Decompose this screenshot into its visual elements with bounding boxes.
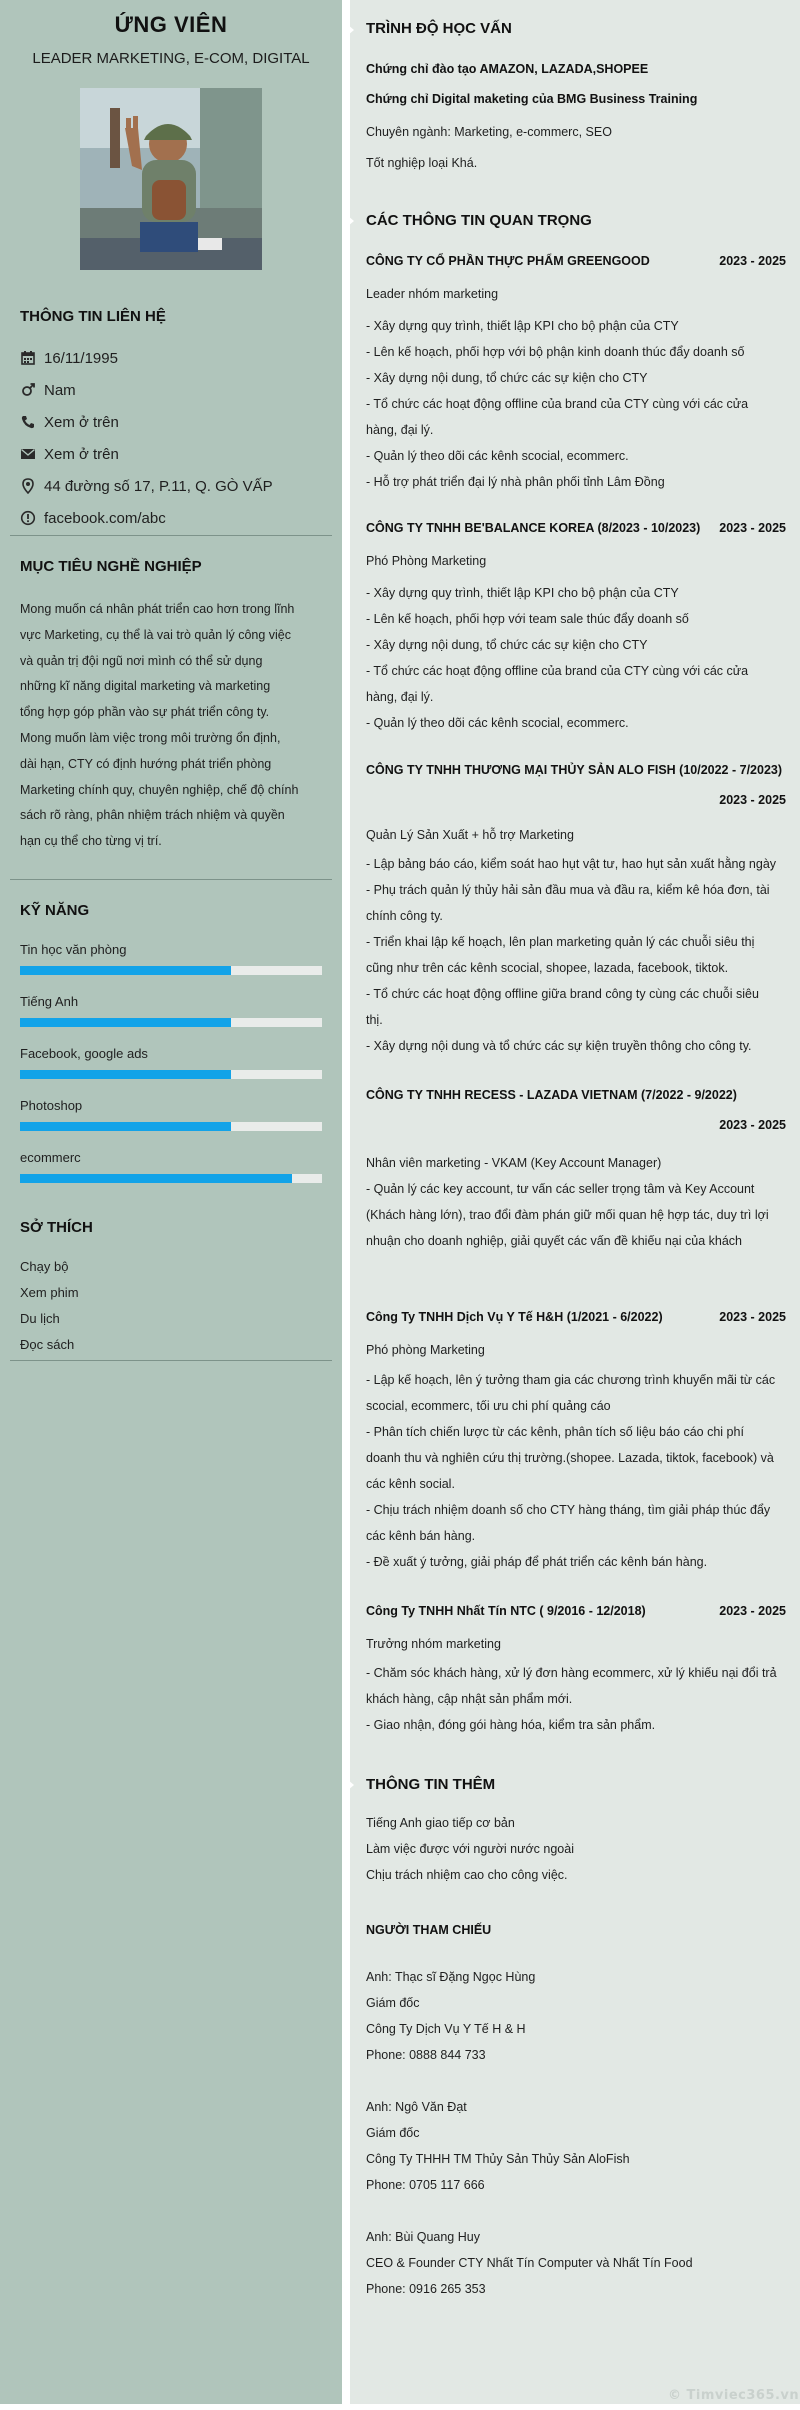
extra-lines <box>366 1810 790 1888</box>
objective-line: tổng hợp góp phần vào sự phát triển công ty. <box>20 705 270 720</box>
job-role: Leader nhóm marketing <box>366 287 499 301</box>
hobby-item: Xem phim <box>20 1285 79 1300</box>
job-duty-line: hàng, đại lý. <box>366 423 434 437</box>
contact-gender <box>20 379 330 401</box>
reference-line: Phone: 0916 265 353 <box>366 2282 486 2296</box>
job-period: 2023 - 2025 <box>719 254 786 268</box>
info-circle-icon <box>20 510 36 526</box>
contact-section-title: THÔNG TIN LIÊN HỆ <box>20 308 166 325</box>
objective-line: Mong muốn làm việc trong môi trường ổn định, <box>20 730 281 745</box>
reference-line: Phone: 0888 844 733 <box>366 2048 486 2062</box>
job-company: CÔNG TY CỔ PHẦN THỰC PHẨM GREENGOOD <box>366 254 650 268</box>
column-divider <box>342 0 350 2410</box>
gender-icon <box>20 382 36 398</box>
objective-section-title: MỤC TIÊU NGHỀ NGHIỆP <box>20 558 202 575</box>
job-duties <box>366 1176 790 1254</box>
reference-line: Giám đốc <box>366 1996 420 2010</box>
reference-line: Phone: 0705 117 666 <box>366 2178 485 2192</box>
bottom-edge <box>0 2404 800 2410</box>
skill-bar-fill <box>20 966 231 975</box>
section-pointer <box>342 211 354 231</box>
skill-bar <box>20 1174 322 1183</box>
job-duty-line: - Quản lý các key account, tư vấn các seller trọng tâm và Key Account <box>366 1182 755 1196</box>
job-duty-line: - Quản lý theo dõi các kênh scocial, ecommerc. <box>366 716 629 730</box>
skill-bar-fill <box>20 1122 231 1131</box>
job-period: 2023 - 2025 <box>719 1604 786 1618</box>
reference-line: Công Ty THHH TM Thủy Sản Thủy Sản AloFish <box>366 2152 630 2166</box>
job-duty-line: - Hỗ trợ phát triển đại lý nhà phân phối tỉnh Lâm Đồng <box>366 475 665 489</box>
references-section-title: NGƯỜI THAM CHIẾU <box>366 1923 492 1937</box>
education-certificate: Chứng chỉ Digital maketing của BMG Business Training <box>366 92 698 106</box>
contact-facebook <box>20 507 330 529</box>
contact-dob-text: 16/11/1995 <box>44 349 118 367</box>
job-duty-line: - Xây dựng nội dung và tổ chức các sự kiện truyền thông cho công ty. <box>366 1039 752 1053</box>
reference-person <box>366 2094 790 2198</box>
contact-email-text: Xem ở trên <box>44 445 119 463</box>
skill-name: ecommerc <box>20 1150 81 1165</box>
contact-address <box>20 475 330 497</box>
contact-phone-text: Xem ở trên <box>44 413 119 431</box>
job-period: 2023 - 2025 <box>719 521 786 535</box>
job-company: CÔNG TY TNHH THƯƠNG MẠI THỦY SẢN ALO FISH (10/2022 - 7/2023) <box>366 763 783 777</box>
job-duty-line: - Xây dựng quy trình, thiết lập KPI cho bộ phận của CTY <box>366 319 679 333</box>
job-duties <box>366 1660 790 1738</box>
job-period: 2023 - 2025 <box>719 1118 786 1132</box>
job-duty-line: các kênh social. <box>366 1477 455 1491</box>
job-duty-line: - Chăm sóc khách hàng, xử lý đơn hàng ecommerc, xử lý khiếu nại đổi trả <box>366 1666 777 1680</box>
contact-divider <box>10 535 332 536</box>
hobby-item: Chạy bộ <box>20 1259 69 1274</box>
job-duty-line: - Xây dựng nội dung, tổ chức các sự kiện cho CTY <box>366 638 648 652</box>
job-role: Trưởng nhóm marketing <box>366 1637 501 1651</box>
job-duty-line: khách hàng, cập nhật sản phẩm mới. <box>366 1692 573 1706</box>
skill-bar-fill <box>20 1174 292 1183</box>
skill-name: Tiếng Anh <box>20 994 79 1009</box>
reference-line: Anh: Ngô Văn Đạt <box>366 2100 467 2114</box>
profile-photo-image <box>80 88 262 270</box>
job-duty-line: - Đề xuất ý tưởng, giải pháp để phát triển các kênh bán hàng. <box>366 1555 708 1569</box>
job-duty-line: cũng như trên các kênh scocial, shopee, lazada, facebook, tiktok. <box>366 961 729 975</box>
job-duty-line: - Tổ chức các hoạt động offline của brand của CTY cùng với các cửa <box>366 397 749 411</box>
skill-name: Tin học văn phòng <box>20 942 127 957</box>
skill-bar <box>20 1018 322 1027</box>
skill-bar <box>20 966 322 975</box>
job-duty-line: - Phân tích chiến lược từ các kênh, phân tích số liệu báo cáo chi phí <box>366 1425 744 1439</box>
section-pointer <box>342 1775 354 1795</box>
job-period: 2023 - 2025 <box>719 1310 786 1324</box>
job-role: Quản Lý Sản Xuất + hỗ trợ Marketing <box>366 828 574 842</box>
objective-text <box>20 597 310 855</box>
contact-email <box>20 443 330 465</box>
job-duty-line: chính công ty. <box>366 909 443 923</box>
job-duty-line: thị. <box>366 1013 383 1027</box>
candidate-job-title: LEADER MARKETING, E-COM, DIGITAL <box>32 50 310 67</box>
job-company: Công Ty TNHH Nhất Tín NTC ( 9/2016 - 12/2018) <box>366 1604 646 1618</box>
skill-bar-fill <box>20 1070 231 1079</box>
education-section-title: TRÌNH ĐỘ HỌC VẤN <box>366 20 512 37</box>
reference-line: Giám đốc <box>366 2126 420 2140</box>
job-duty-line: doanh thu và nghiên cứu thị trường.(shopee. Lazada, tiktok, facebook) và <box>366 1451 774 1465</box>
hobbies-section-title: SỞ THÍCH <box>20 1219 93 1236</box>
extra-section-title: THÔNG TIN THÊM <box>366 1776 496 1793</box>
objective-line: vực Marketing, cụ thể là vai trò quản lý công việc <box>20 627 291 642</box>
job-duties <box>366 851 790 1059</box>
objective-line: và quản trị đội ngũ nơi mình có thể sử dụng <box>20 653 263 668</box>
job-company: CÔNG TY TNHH RECESS - LAZADA VIETNAM (7/2022 - 9/2022) <box>366 1088 737 1102</box>
job-company: CÔNG TY TNHH BE'BALANCE KOREA (8/2023 - 10/2023) <box>366 521 701 535</box>
job-duty-line: - Giao nhận, đóng gói hàng hóa, kiểm tra sản phẩm. <box>366 1718 656 1732</box>
objective-line: Marketing chính quy, chuyên nghiệp, chế độ chính <box>20 782 299 797</box>
location-pin-icon <box>20 478 36 494</box>
education-line: Chuyên ngành: Marketing, e-commerc, SEO <box>366 125 612 139</box>
reference-line: CEO & Founder CTY Nhất Tín Computer và Nhất Tín Food <box>366 2256 693 2270</box>
contact-address-text: 44 đường số 17, P.11, Q. GÒ VẤP <box>44 477 273 495</box>
job-duty-line: - Tổ chức các hoạt động offline giữa brand công ty cùng các chuỗi siêu <box>366 987 759 1001</box>
job-duty-line: nhuận cho doanh nghiệp, giải quyết các vấn đề khiếu nại của khách <box>366 1234 742 1248</box>
job-duty-line: - Lập kế hoạch, lên ý tưởng tham gia các chương trình khuyến mãi từ các <box>366 1373 776 1387</box>
reference-person <box>366 2224 790 2302</box>
skill-bar <box>20 1122 322 1131</box>
experience-section-title: CÁC THÔNG TIN QUAN TRỌNG <box>366 212 592 229</box>
hobbies-divider <box>10 1360 332 1361</box>
job-duty-line: - Chịu trách nhiệm doanh số cho CTY hàng tháng, tìm giải pháp thúc đẩy <box>366 1503 771 1517</box>
job-duty-line: hàng, đại lý. <box>366 690 434 704</box>
extra-line: Tiếng Anh giao tiếp cơ bản <box>366 1816 515 1830</box>
job-role: Phó Phòng Marketing <box>366 554 487 568</box>
contact-phone <box>20 411 330 433</box>
contact-gender-text: Nam <box>44 381 76 399</box>
candidate-name: ỨNG VIÊN <box>114 12 228 37</box>
reference-line: Công Ty Dịch Vụ Y Tế H & H <box>366 2022 526 2036</box>
mail-icon <box>20 446 36 462</box>
extra-line: Làm việc được với người nước ngoài <box>366 1842 574 1856</box>
job-duty-line: - Triển khai lập kế hoạch, lên plan marketing quản lý các chuỗi siêu thị <box>366 935 755 949</box>
job-role: Nhân viên marketing - VKAM (Key Account Manager) <box>366 1156 662 1170</box>
objective-line: sách rõ ràng, phân nhiệm trách nhiệm và quyền <box>20 808 285 823</box>
extra-line: Chịu trách nhiệm cao cho công việc. <box>366 1868 568 1882</box>
reference-line: Anh: Bùi Quang Huy <box>366 2230 480 2244</box>
hobby-item: Du lịch <box>20 1311 60 1326</box>
phone-icon <box>20 414 36 430</box>
job-duty-line: scocial, ecommerc, tối ưu chi phí quảng cáo <box>366 1399 611 1413</box>
job-duty-line: (Khách hàng lớn), trao đổi đàm phán giữ mối quan hệ hợp tác, duy trì lợi <box>366 1208 769 1222</box>
hobby-item: Đọc sách <box>20 1337 75 1352</box>
job-duty-line: - Lên kế hoạch, phối hợp với team sale thúc đẩy doanh số <box>366 612 689 626</box>
reference-line: Anh: Thạc sĩ Đặng Ngọc Hùng <box>366 1970 536 1984</box>
objective-line: những kĩ năng digital marketing và marketing <box>20 679 271 694</box>
job-duties <box>366 580 790 736</box>
contact-facebook-text: facebook.com/abc <box>44 509 166 527</box>
watermark: © Timviec365.vn <box>668 2388 800 2403</box>
job-duty-line: - Xây dựng quy trình, thiết lập KPI cho bộ phận của CTY <box>366 586 679 600</box>
profile-photo <box>80 88 262 270</box>
objective-line: dài hạn, CTY có định hướng phát triển phòng <box>20 756 272 771</box>
education-line: Tốt nghiệp loại Khá. <box>366 156 478 170</box>
reference-person <box>366 1964 790 2068</box>
contact-dob <box>20 347 330 369</box>
skill-bar <box>20 1070 322 1079</box>
calendar-icon <box>20 350 36 366</box>
job-duty-line: - Lên kế hoạch, phối hợp với bộ phận kinh doanh thúc đẩy doanh số <box>366 345 745 359</box>
job-duty-line: - Phụ trách quản lý thủy hải sản đầu mua và đầu ra, kiểm kê hóa đơn, tài <box>366 883 770 897</box>
job-duties <box>366 1367 790 1575</box>
education-certificate: Chứng chỉ đào tạo AMAZON, LAZADA,SHOPEE <box>366 62 649 76</box>
skill-name: Facebook, google ads <box>20 1046 148 1061</box>
job-duty-line: - Lập bảng báo cáo, kiểm soát hao hụt vật tư, hao hụt sản xuất hằng ngày <box>366 857 777 871</box>
job-duty-line: - Xây dựng nội dung, tổ chức các sự kiện cho CTY <box>366 371 648 385</box>
job-duties <box>366 313 790 495</box>
job-duty-line: - Quản lý theo dõi các kênh scocial, ecommerc. <box>366 449 629 463</box>
job-company: Công Ty TNHH Dịch Vụ Y Tế H&H (1/2021 - 6/2022) <box>366 1310 663 1324</box>
objective-line: hạn cụ thể cho từng vị trí. <box>20 834 162 849</box>
skills-section-title: KỸ NĂNG <box>20 902 90 919</box>
job-duty-line: các kênh bán hàng. <box>366 1529 476 1543</box>
section-pointer <box>342 20 354 40</box>
objective-divider <box>10 879 332 880</box>
skill-bar-fill <box>20 1018 231 1027</box>
job-duty-line: - Tổ chức các hoạt động offline của brand của CTY cùng với các cửa <box>366 664 749 678</box>
skill-name: Photoshop <box>20 1098 83 1113</box>
objective-line: Mong muốn cá nhân phát triển cao hơn trong lĩnh <box>20 602 295 616</box>
job-period: 2023 - 2025 <box>719 793 786 807</box>
job-role: Phó phòng Marketing <box>366 1343 485 1357</box>
